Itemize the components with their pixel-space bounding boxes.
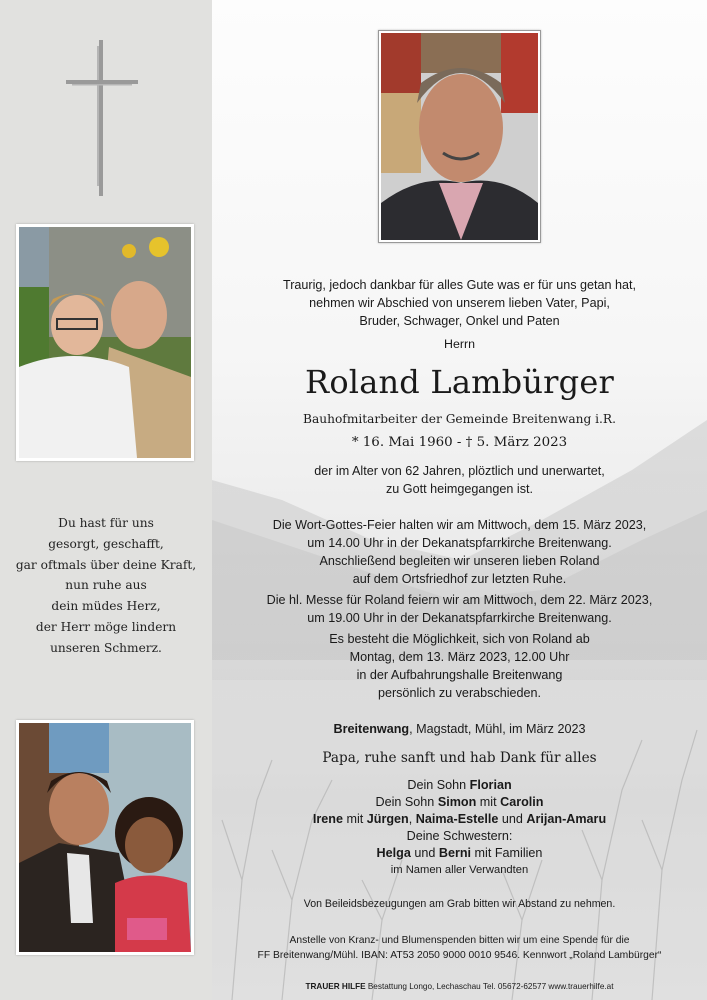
photo-grandson	[16, 224, 194, 461]
left-column	[0, 0, 212, 1000]
family-line: Dein Sohn Florian	[407, 778, 512, 792]
poem-line: gesorgt, geschafft,	[48, 536, 164, 551]
footer: TRAUER HILFE Bestattung Longo, Lechaschau Tel. 05672-62577 www.trauerhilfe.at	[305, 982, 614, 991]
ceremony-text: Die Wort-Gottes-Feier halten wir am Mittwoch, dem 15. März 2023, um 14.00 Uhr in der Dekanatspfarrkirche Breitenwang. Anschließend begleiten wir unseren lieben Roland auf dem Ortsfriedhof zur letzten Ruhe.	[272, 518, 647, 586]
poem-line: dein müdes Herz,	[51, 599, 161, 614]
age-text: der im Alter von 62 Jahren, plöztlich und unerwartet, zu Gott heimgegangen ist.	[314, 464, 605, 496]
poem-line: unseren Schmerz.	[50, 640, 162, 655]
condolence-note: Von Beileidsbezeugungen am Grab bitten wir Abstand zu nehmen.	[303, 898, 616, 910]
intro-text: Traurig, jedoch dankbar für alles Gute was er für uns getan hat, nehmen wir Abschied von unserem lieben Vater, Papi, Bruder, Schwager, Onkel und Paten	[282, 278, 637, 328]
occupation: Bauhofmitarbeiter der Gemeinde Breitenwang i.R.	[303, 412, 616, 426]
poem-line: gar oftmals über deine Kraft,	[15, 557, 197, 572]
donation-note: Anstelle von Kranz- und Blumenspenden bitten wir um eine Spende für die FF Breitenwang/Mühl. IBAN: AT53 2050 9000 0010 9546. Kennwort „Roland Lambürger“	[257, 935, 662, 961]
viewing-text: Es besteht die Möglichkeit, sich von Roland ab Montag, dem 13. März 2023, 12.00 Uhr in der Aufbahrungshalle Breitenwang persönlich zu verabschieden.	[329, 632, 590, 700]
family-line: Deine Schwestern:	[406, 829, 513, 843]
obituary-text	[212, 0, 707, 1000]
family-line: Dein Sohn Simon mit Carolin	[375, 795, 544, 809]
motto: Papa, ruhe sanft und hab Dank für alles	[322, 750, 597, 766]
family-line: Irene mit Jürgen, Naima-Estelle und Arijan-Amaru	[312, 812, 607, 826]
mass-text: Die hl. Messe für Roland feiern wir am Mittwoch, dem 22. März 2023, um 19.00 Uhr in der Dekanatspfarrkirche Breitenwang.	[266, 593, 653, 625]
deceased-name: Roland Lambürger	[305, 363, 614, 401]
place-date: Breitenwang, Magstadt, Mühl, im März 2023	[333, 722, 586, 736]
family-line: Helga und Berni mit Familien	[376, 846, 543, 860]
life-dates: * 16. Mai 1960 - † 5. März 2023	[351, 435, 568, 450]
family-line: im Namen aller Verwandten	[390, 864, 529, 876]
cross-icon	[66, 40, 138, 196]
poem-line: nun ruhe aus	[65, 578, 147, 593]
family-list	[212, 777, 707, 879]
salutation: Herrn	[444, 337, 475, 351]
poem	[12, 513, 200, 659]
poem-line: Du hast für uns	[58, 516, 154, 530]
poem-line: der Herr möge lindern	[35, 619, 177, 634]
photo-father-with-child	[16, 720, 194, 955]
